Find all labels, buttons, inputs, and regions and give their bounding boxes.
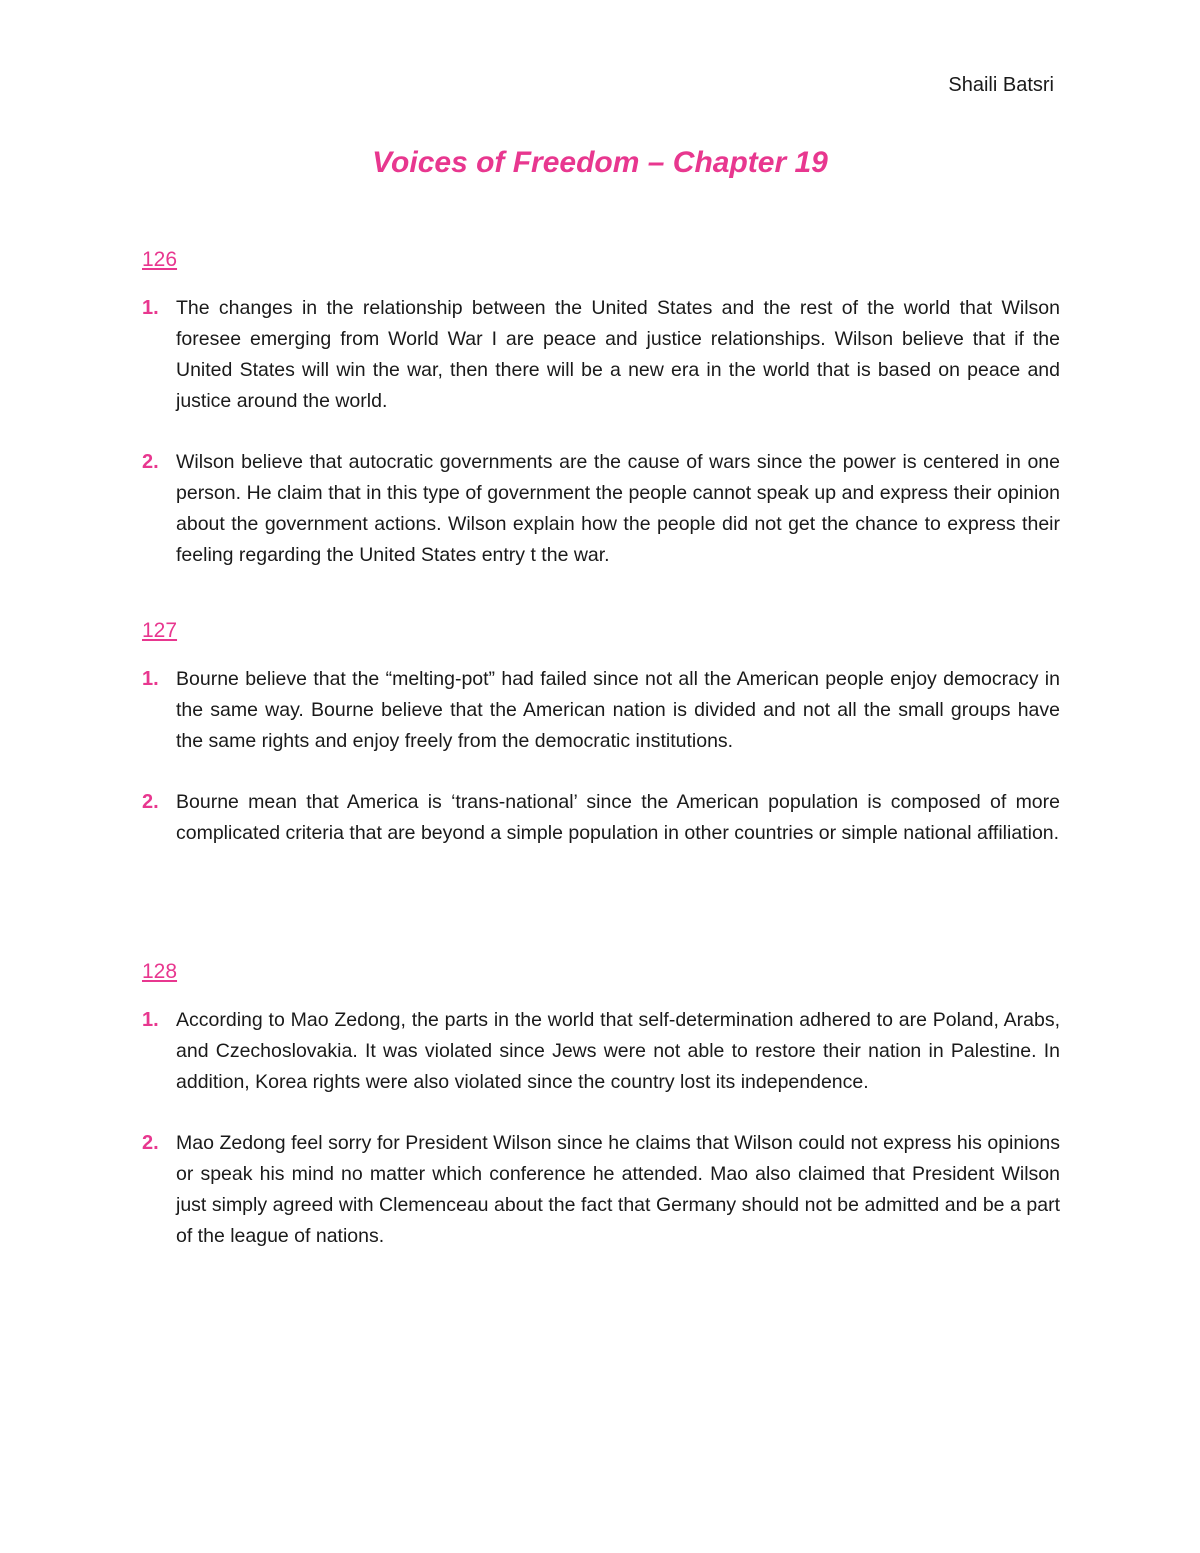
item-text: The changes in the relationship between the United States and the rest of the world that Wilson foresee emerging from World War I are peace and justice relationships. Wilson believe that if the United States will win the war, then there will be a new era in the world that is based on peace and justice around the world.: [176, 297, 1060, 412]
list-item: [142, 447, 1060, 571]
list-item: [142, 664, 1060, 757]
author-name: Shaili Batsri: [948, 74, 1054, 96]
item-number: 2.: [142, 451, 159, 473]
item-text: Bourne believe that the “melting-pot” had failed since not all the American people enjoy democracy in the same way. Bourne believe that the American nation is divided and not all the small groups have the same rights and enjoy freely from the democratic institutions.: [176, 668, 1060, 752]
item-text: Bourne mean that America is ‘trans-national’ since the American population is composed of more complicated criteria that are beyond a simple population in other countries or simple national affiliation.: [176, 791, 1060, 844]
item-number: 1.: [142, 1009, 159, 1031]
list-item: [142, 787, 1060, 849]
item-number: 2.: [142, 1132, 159, 1154]
item-number: 1.: [142, 297, 159, 319]
item-text: Wilson believe that autocratic governments are the cause of wars since the power is centered in one person. He claim that in this type of government the people cannot speak up and express their opinion about the government actions. Wilson explain how the people did not get the chance to express their feeling regarding the United States entry t the war.: [176, 451, 1060, 566]
section-heading: 127: [142, 619, 178, 642]
list-item: [142, 1128, 1060, 1252]
item-text: According to Mao Zedong, the parts in the world that self-determination adhered to are Poland, Arabs, and Czechoslovakia. It was violated since Jews were not able to restore their nation in Palestine. In addition, Korea rights were also violated since the country lost its independence.: [176, 1009, 1060, 1093]
list-item: [142, 1005, 1060, 1098]
section-128: [142, 959, 1060, 1282]
section-126: [142, 247, 1060, 601]
item-number: 1.: [142, 668, 159, 690]
section-127: [142, 618, 1060, 879]
item-text: Mao Zedong feel sorry for President Wilson since he claims that Wilson could not express his opinions or speak his mind no matter which conference he attended. Mao also claimed that President Wilson just simply agreed with Clemenceau about the fact that Germany should not be admitted and be a part of the league of nations.: [176, 1132, 1060, 1247]
item-number: 2.: [142, 791, 159, 813]
list-item: [142, 293, 1060, 417]
document-title: Voices of Freedom – Chapter 19: [372, 146, 828, 179]
section-heading: 126: [142, 248, 178, 271]
section-heading: 128: [142, 960, 178, 983]
